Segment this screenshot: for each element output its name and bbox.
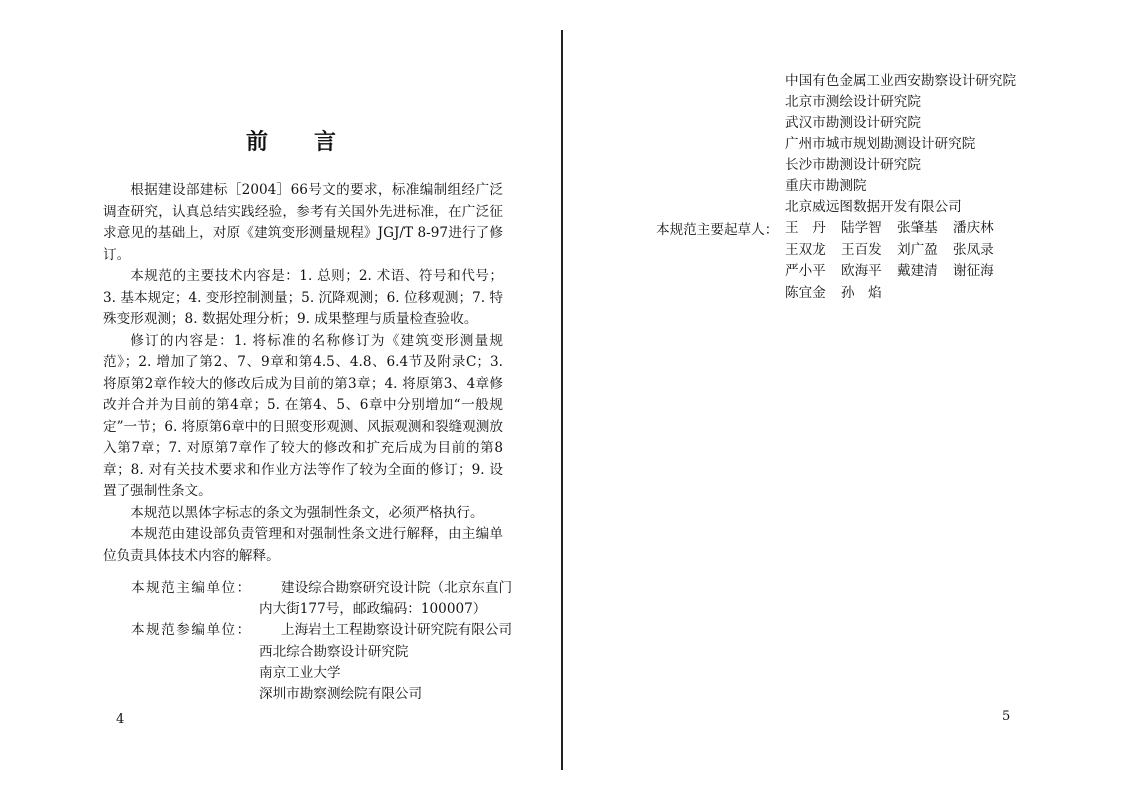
- institution-2: 北京市测绘设计研究院: [785, 94, 921, 110]
- drafter-name: 潘庆林: [953, 220, 994, 236]
- participant-2: 西北综合勘察设计研究院: [259, 644, 409, 660]
- participants-label: 本规范参编单位：: [131, 622, 252, 638]
- participant-4: 深圳市勘察测绘院有限公司: [259, 686, 423, 702]
- editor-unit-line2: 内大街177号，邮政编码：100007）: [259, 601, 487, 617]
- drafter-name: 欧海平: [841, 263, 882, 279]
- drafter-name: 王双龙: [785, 241, 826, 258]
- drafters-label: 本规范主要起草人：: [656, 222, 779, 238]
- editor-unit-line1: 建设综合勘察研究设计院（北京东直门: [281, 580, 513, 596]
- paragraph-1: 根据建设部建标［2004］66号文的要求，标准编制组经广泛调查研究，认真总结实践经验，参考有关国外先进标准，在广泛征求意见的基础上，对原《建筑变形测量规程》JGJ/T 8-97进行了修订。: [103, 182, 503, 263]
- paragraph-5: 本规范由建设部负责管理和对强制性条文进行解释，由主编单位负责具体技术内容的解释。: [103, 526, 503, 564]
- drafters-row: [785, 240, 1009, 262]
- drafter-name: 张凤录: [953, 241, 994, 258]
- institution-3: 武汉市勘测设计研究院: [785, 115, 921, 131]
- drafters-row: [785, 218, 1009, 240]
- institution-5: 长沙市勘测设计研究院: [785, 157, 921, 173]
- drafter-name: 王百发: [841, 241, 882, 258]
- page-number-right: 5: [1002, 709, 1011, 724]
- participant-3: 南京工业大学: [259, 665, 341, 681]
- page-title: 前言: [246, 129, 383, 155]
- participants-row: [131, 619, 512, 641]
- drafter-name: 孙 焰: [841, 284, 882, 301]
- paragraph-2: 本规范的主要技术内容是：1. 总则；2. 术语、符号和代号；3. 基本规定；4. 变形控制测量；5. 沉降观测；6. 位移观测；7. 特殊变形观测；8. 数据处理分析；9. 成果整理与质量检查验收。: [103, 268, 503, 327]
- editor-unit-label: 本规范主编单位：: [131, 580, 252, 596]
- institution-7: 北京威远图数据开发有限公司: [785, 199, 962, 215]
- participant-1: 上海岩土工程勘察设计研究院有限公司: [281, 622, 513, 638]
- paragraph-3: 修订的内容是：1. 将标准的名称修订为《建筑变形测量规范》；2. 增加了第2、7、9章和第4.5、4.8、6.4节及附录C；3. 将原第2章作较大的修改后成为目前的第3章；4. 将原第3、4章修改并合并为目前的第4章；5. 在第4、5、6章中分别增加“一般规定”一节；6. 将原第6章中的日照变形观测、风振观测和裂缝观测放入第7章；7. 对原第7章作了较大的修改和扩充后成为目前的第8章；8. 对有关技术要求和作业方法等作了较为全面的修订；9. 设置了强制性条文。: [103, 332, 503, 499]
- drafter-name: 严小平: [785, 263, 826, 279]
- drafter-name: 陈宜金: [785, 284, 826, 301]
- page-gutter-line: [561, 30, 563, 770]
- drafter-name: 刘广盈: [897, 241, 938, 258]
- drafter-name: 戴建清: [897, 263, 938, 279]
- drafter-name: 陆学智: [841, 220, 882, 236]
- institution-6: 重庆市勘测院: [785, 178, 867, 194]
- page-number-left: 4: [116, 712, 125, 727]
- preface-body: [103, 180, 503, 567]
- drafter-name: 王 丹: [785, 220, 826, 236]
- paragraph-4: 本规范以黑体字标志的条文为强制性条文，必须严格执行。: [130, 504, 484, 521]
- institution-4: 广州市城市规划勘测设计研究院: [785, 136, 976, 152]
- drafter-name: 张肇基: [897, 220, 938, 236]
- drafters-row: [785, 283, 1009, 305]
- institution-1: 中国有色金属工业西安勘察设计研究院: [785, 73, 1017, 89]
- drafters-list: [785, 218, 1009, 304]
- drafters-row: [785, 261, 1009, 283]
- editor-unit-row: [131, 577, 512, 599]
- drafter-name: 谢征海: [953, 263, 994, 279]
